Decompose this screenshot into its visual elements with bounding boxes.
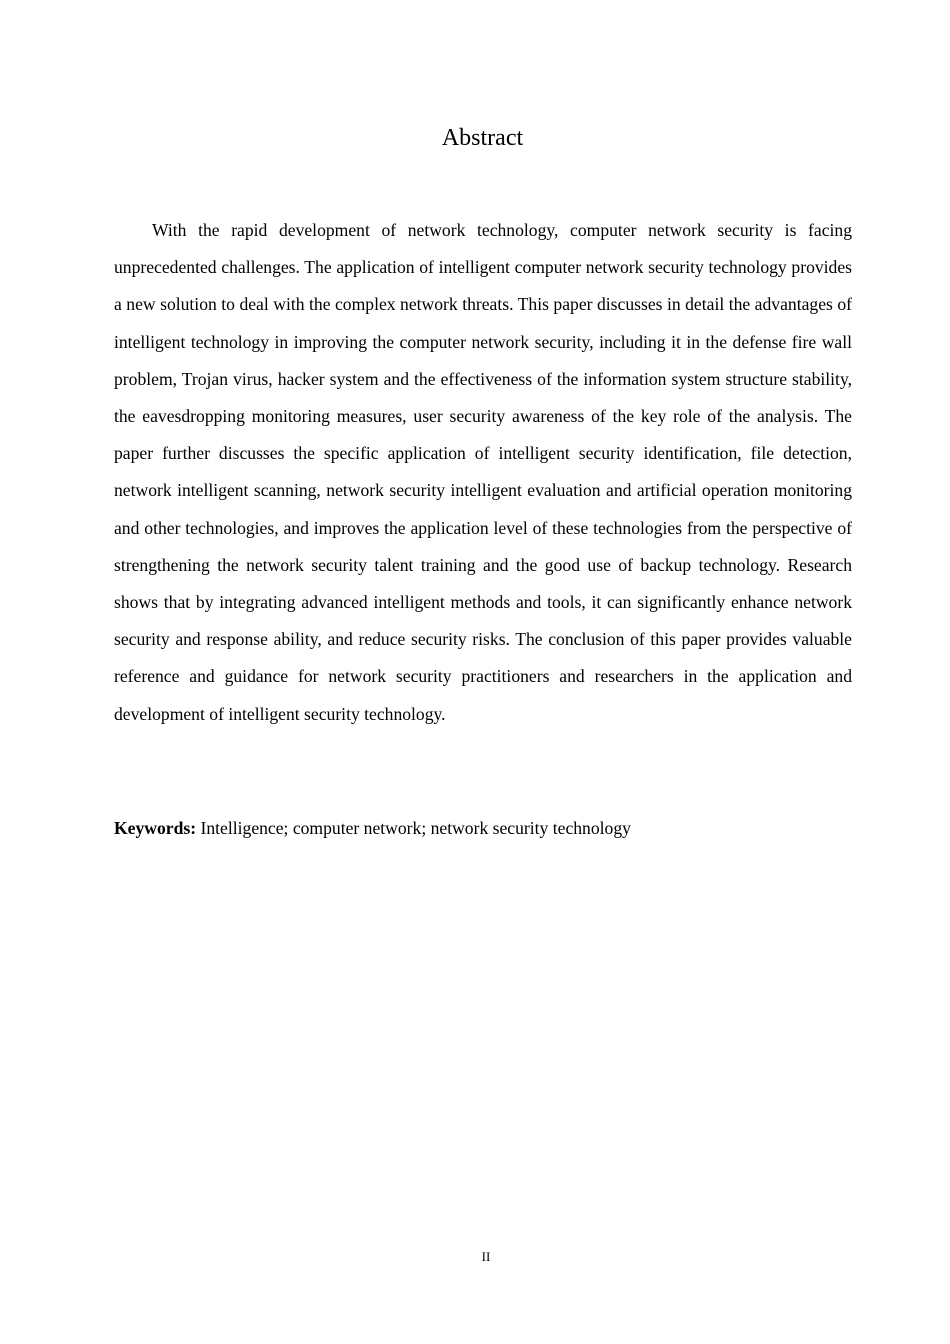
keywords-line bbox=[114, 814, 852, 842]
keywords-label: Keywords: bbox=[114, 818, 197, 838]
page-number: II bbox=[481, 1249, 491, 1264]
abstract-title: Abstract bbox=[441, 125, 524, 151]
keywords-text: Intelligence; computer network; network security technology bbox=[200, 818, 631, 838]
abstract-body: With the rapid development of network technology, computer network security is facing unprecedented challenges. The application of intelligent computer network security technology provides a new solution to deal with the complex network threats. This paper discusses in detail the advantages of intelligent technology in improving the computer network security, including it in the defense fire wall problem, Trojan virus, hacker system and the effectiveness of the information system structure stability, the eavesdropping monitoring measures, user security awareness of the key role of the analysis. The paper further discusses the specific application of intelligent security identification, file detection, network intelligent scanning, network security intelligent evaluation and artificial operation monitoring and other technologies, and improves the application level of these technologies from the perspective of strengthening the network security talent training and the good use of backup technology. Research shows that by integrating advanced intelligent methods and tools, it can significantly enhance network security and response ability, and reduce security risks. The conclusion of this paper provides valuable reference and guidance for network security practitioners and researchers in the application and development of intelligent security technology. bbox=[114, 220, 852, 724]
